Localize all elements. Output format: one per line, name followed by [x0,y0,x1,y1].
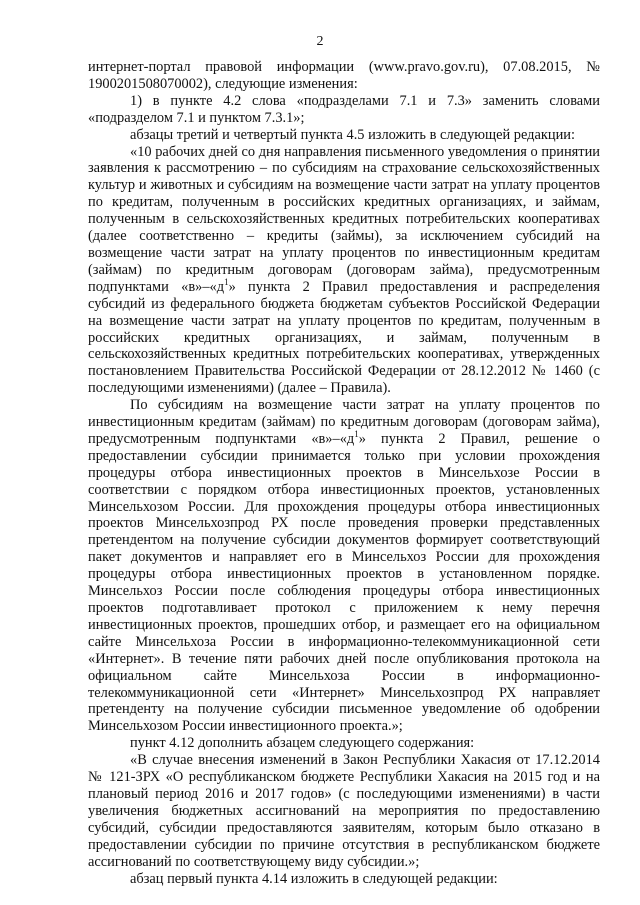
paragraph-quoted-budget-law: «В случае внесения изменений в Закон Республики Хакасия от 17.12.2014 № 121-ЗРХ «О республиканском бюджете Республики Хакасия на 2015 год и на плановый период 2016 и 2017 годов» (с последующими изменениями) в части увеличения бюджетных ассигнований на мероприятия по предоставлению субсидий, субсидии предоставляются заявителям, которым было отказано в предоставлении субсидии по причине отсутствия в республиканском бюджете ассигнований по соответствующему виду субсидии.»; [88,752,600,870]
paragraph-amendment-4-5-intro: абзацы третий и четвертый пункта 4.5 изложить в следующей редакции: [130,126,575,143]
paragraph-amendment-4-14-intro: абзац первый пункта 4.14 изложить в следующей редакции: [130,870,498,887]
paragraph-amendment-4-12-intro: пункт 4.12 дополнить абзацем следующего содержания: [130,735,475,752]
paragraph-quoted-investment-subsidies: По субсидиям на возмещение части затрат на уплату процентов по инвестиционным кредитам (займам) по кредитным договорам (договорам займа), предусмотренным подпунктами «$в»-«д^1$» пункта 2 Правил, решение о предоставлении субсидии принимается только при условии прохождения процедуры отбора инвестиционных проектов в Минсельхозе России в соответствии с порядком отбора инвестиционных проектов, установленных Минсельхозом России. Для прохождения процедуры отбора инвестиционных проектов Минсельхозпрод РХ после проведения проверки представленных претендентом на получение субсидии документов формирует соответствующий пакет документов и направляет его в Минсельхоз России для прохождения процедуры отбора инвестиционных проектов в установленном порядке. Минсельхоз России после соблюдения процедуры отбора инвестиционных проектов подготавливает протокол с приложением к нему перечня инвестиционных проектов, прошедших отбор, и размещает его на официальном сайте Минсельхоза России в информационно-телекоммуникационной сети «Интернет». В течение пяти рабочих дней после опубликования протокола на официальном сайте Минсельхоза России в информационно-телекоммуникационной сети «Интернет» Минсельхозпрод РХ направляет претенденту на получение субсидии письменное уведомление об одобрении Минсельхозом России инвестиционного проекта.»; [88,397,600,735]
paragraph-amendment-1: 1) в пункте 4.2 слова «подразделами 7.1 и 7.3» заменить словами «подразделом 7.1 и пунктом 7.3.1»; [88,92,600,126]
paragraph-source-continuation: интернет-портал правовой информации (www.pravo.gov.ru), 07.08.2015, № 1900201508070002), следующие изменения: [88,59,600,92]
paragraph-quoted-10-days: «10 рабочих дней со дня направления письменного уведомления о принятии заявления к рассмотрению – по субсидиям на страхование сельскохозяйственных культур и животных и субсидиям на возмещение части затрат на уплату процентов по кредитам, полученным в российских кредитных организациях, и займам, полученным в сельскохозяйственных кредитных потребительских кооперативах (далее соответственно – кредиты (займы), за исключением субсидий на возмещение части затрат на уплату процентов по инвестиционным кредитам (займам) по кредитным договорам (договорам займа), предусмотренным подпунктами «$в»-«д^1$» пункта 2 Правил предоставления и распределения субсидий из федерального бюджета бюджетам субъектов Российской Федерации на возмещение части затрат на уплату процентов по кредитам, полученным в российских кредитных организациях, и займам, полученным в сельскохозяйственных кредитных потребительских кооперативах, утвержденных постановлением Правительства Российской Федерации от 28.12.2012 № 1460 (с последующими изменениями) (далее – Правила). [88,143,601,397]
document-body [88,59,600,887]
page-number: 2 [316,34,324,49]
